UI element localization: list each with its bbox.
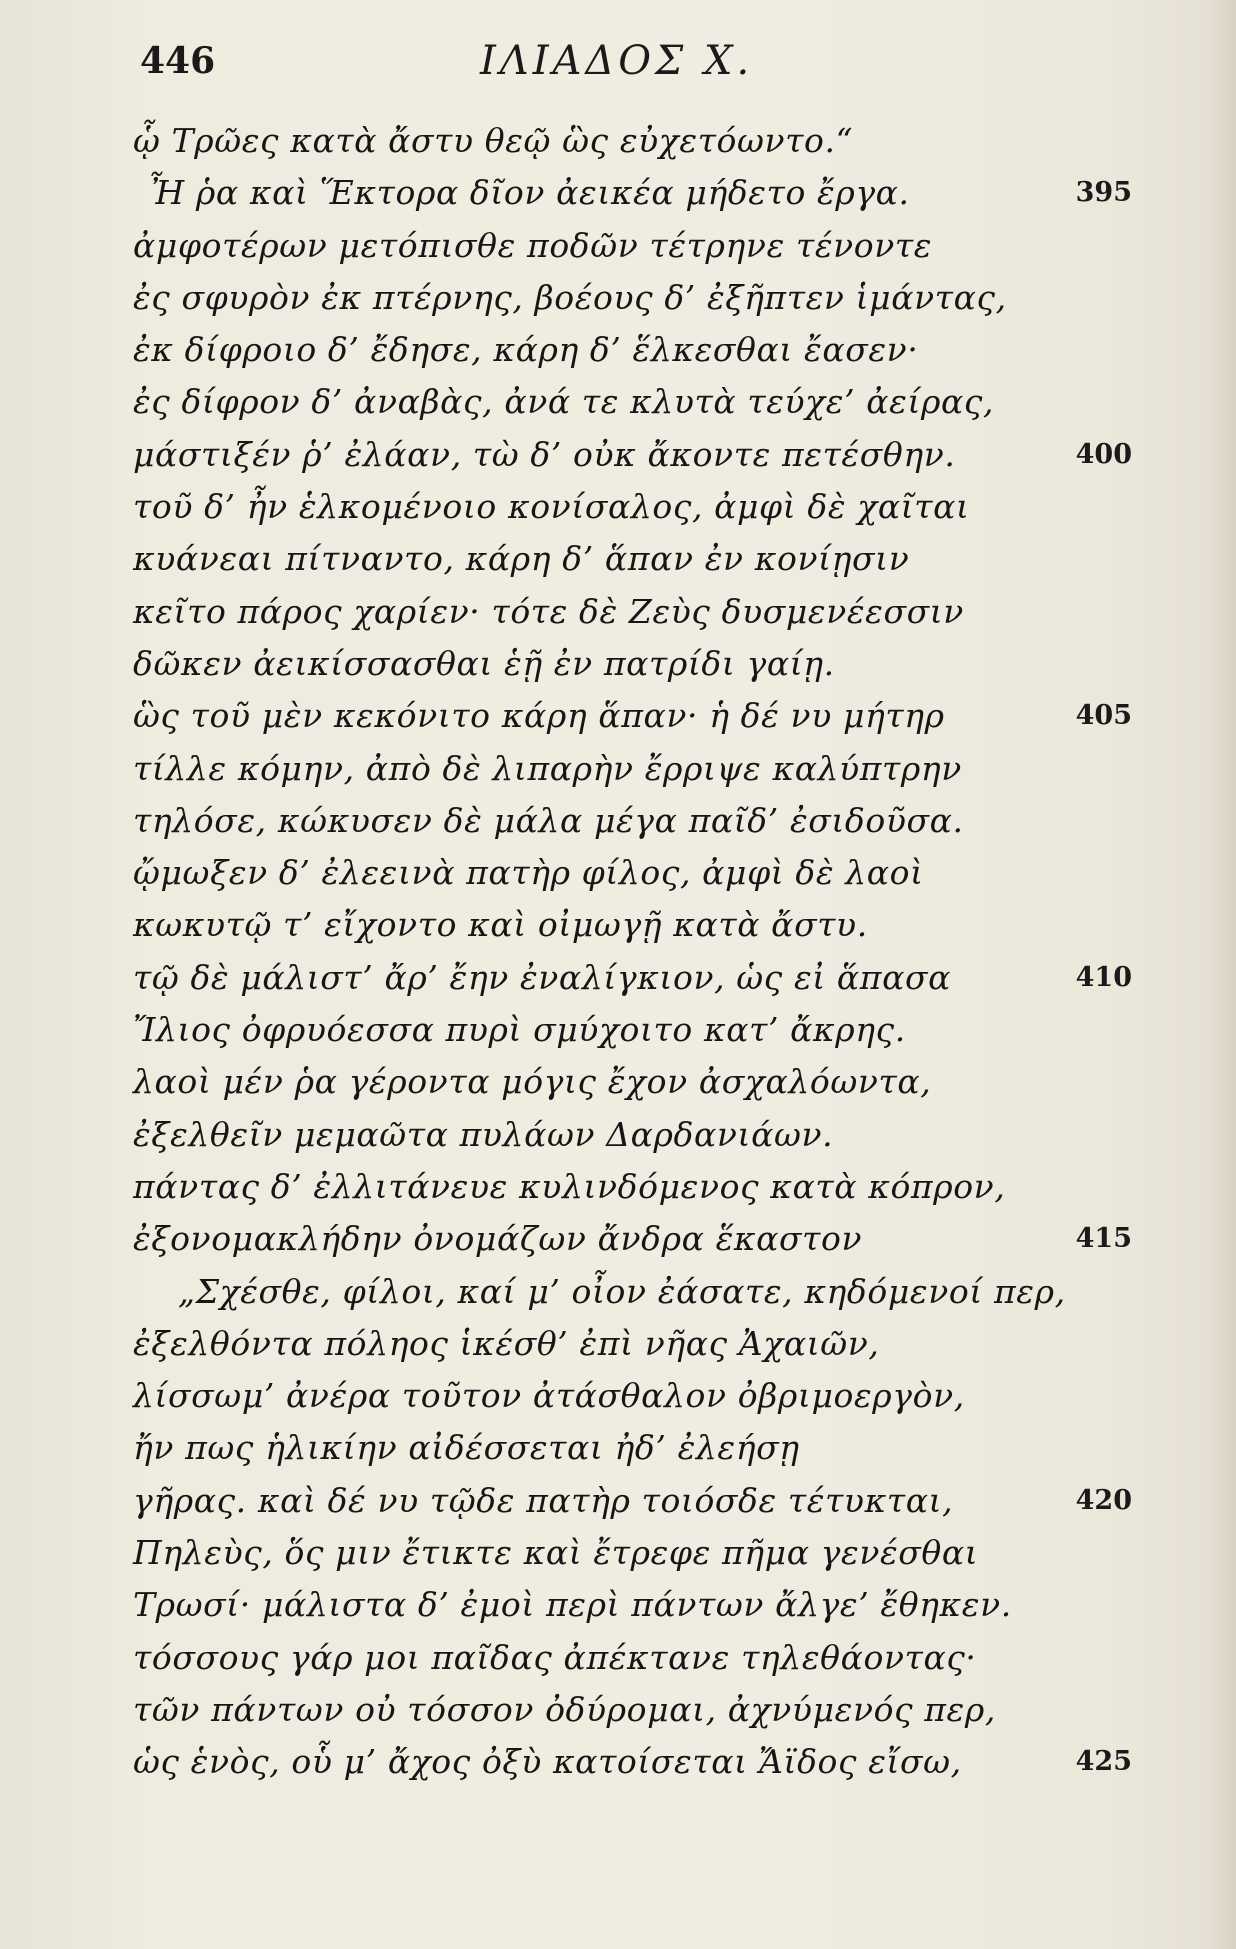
line-number: 395 [1075, 177, 1132, 209]
verse-line-text: τοῦ δ’ ἦν ἑλκομένοιο κονίσαλος, ἀμφὶ δὲ χαῖται [133, 487, 970, 527]
verse-line-text: τηλόσε, κώκυσεν δὲ μάλα μέγα παῖδ’ ἐσιδοῦσα. [133, 800, 964, 840]
verse-line [0, 1161, 1236, 1213]
verse-line [0, 533, 1236, 585]
verse-line [0, 1056, 1236, 1108]
verse-line-text: ἐς σφυρὸν ἐκ πτέρνης, βοέους δ’ ἐξῆπτεν ἱμάντας, [133, 277, 1007, 317]
verse-line-text: λαοὶ μέν ῥα γέροντα μόγις ἔχον ἀσχαλόωντα, [133, 1062, 932, 1102]
verse-line [0, 1318, 1236, 1370]
verse-line-text: ὣς τοῦ μὲν κεκόνιτο κάρη ἅπαν· ἡ δέ νυ μήτηρ [133, 696, 945, 736]
verse-line-text: τίλλε κόμην, ἀπὸ δὲ λιπαρὴν ἔρριψε καλύπτρην [133, 748, 962, 788]
line-number: 415 [1075, 1223, 1132, 1255]
verse-line [0, 1109, 1236, 1161]
verse-line [0, 1736, 1236, 1788]
verse-line-text: πάντας δ’ ἐλλιτάνευε κυλινδόμενος κατὰ κόπρον, [133, 1166, 1006, 1206]
verse-line-text: κωκυτῷ τ’ εἴχοντο καὶ οἰμωγῇ κατὰ ἄστυ. [133, 905, 868, 945]
verse-line-text: λίσσωμ’ ἀνέρα τοῦτον ἀτάσθαλον ὀβριμοεργὸν, [133, 1376, 965, 1416]
verse-line-text: κυάνεαι πίτναντο, κάρη δ’ ἅπαν ἐν κονίῃσιν [133, 539, 910, 579]
verse-line-text: ἐς δίφρον δ’ ἀναβὰς, ἀνά τε κλυτὰ τεύχε’ ἀείρας, [133, 382, 995, 422]
verse-line [0, 638, 1236, 690]
verse-text-block [0, 115, 1236, 1789]
verse-line [0, 1370, 1236, 1422]
verse-line-text: ἐξελθεῖν μεμαῶτα πυλάων Δαρδανιάων. [133, 1114, 834, 1154]
verse-line [0, 690, 1236, 742]
verse-line [0, 1632, 1236, 1684]
verse-line [0, 1266, 1236, 1318]
running-title: ΙΛΙΑΔΟΣ Χ. [480, 38, 754, 84]
verse-line [0, 167, 1236, 219]
verse-line-text: κεῖτο πάρος χαρίεν· τότε δὲ Ζεὺς δυσμενέεσσιν [133, 591, 964, 631]
verse-line-text: τῷ δὲ μάλιστ’ ἄρ’ ἔην ἐναλίγκιον, ὡς εἰ ἅπασα [133, 957, 951, 997]
verse-line-text: ἐξελθόντα πόληος ἱκέσθ’ ἐπὶ νῆας Ἀχαιῶν, [133, 1323, 880, 1363]
verse-line [0, 847, 1236, 899]
line-number: 405 [1075, 700, 1132, 732]
verse-line [0, 795, 1236, 847]
verse-line [0, 952, 1236, 1004]
verse-line [0, 1475, 1236, 1527]
page-number: 446 [140, 40, 216, 82]
verse-line-text: μάστιξέν ῥ’ ἐλάαν, τὼ δ’ οὐκ ἄκοντε πετέσθην. [133, 434, 956, 474]
verse-line [0, 1684, 1236, 1736]
verse-line-text: ὡς ἑνὸς, οὗ μ’ ἄχος ὀξὺ κατοίσεται Ἄϊδος εἴσω, [133, 1742, 962, 1782]
verse-line [0, 429, 1236, 481]
verse-line [0, 1579, 1236, 1631]
verse-line-text: ἐξονομακλήδην ὀνομάζων ἄνδρα ἕκαστον [133, 1219, 863, 1259]
verse-line-text: τῶν πάντων οὐ τόσσον ὀδύρομαι, ἀχνύμενός περ, [133, 1689, 996, 1729]
verse-line-text: Τρωσί· μάλιστα δ’ ἐμοὶ περὶ πάντων ἄλγε’ ἔθηκεν. [133, 1585, 1012, 1625]
verse-line [0, 115, 1236, 167]
verse-line-text: ἀμφοτέρων μετόπισθε ποδῶν τέτρηνε τένοντε [133, 225, 933, 265]
verse-line [0, 586, 1236, 638]
verse-line-text: ᾧ Τρῶες κατὰ ἄστυ θεῷ ὣς εὐχετόωντο.“ [133, 121, 854, 160]
line-number: 420 [1075, 1484, 1132, 1516]
line-number: 400 [1075, 438, 1132, 470]
verse-line [0, 376, 1236, 428]
verse-line-text: ἐκ δίφροιο δ’ ἔδησε, κάρη δ’ ἕλκεσθαι ἔασεν· [133, 330, 919, 370]
verse-line-text: Ἴλιος ὀφρυόεσσα πυρὶ σμύχοιτο κατ’ ἄκρης. [133, 1010, 906, 1050]
verse-line [0, 324, 1236, 376]
verse-line-text: τόσσους γάρ μοι παῖδας ἀπέκτανε τηλεθάοντας· [133, 1637, 977, 1677]
line-number: 425 [1075, 1746, 1132, 1778]
verse-line-text: Πηλεὺς, ὅς μιν ἔτικτε καὶ ἔτρεφε πῆμα γενέσθαι [133, 1533, 979, 1573]
verse-line [0, 743, 1236, 795]
verse-line [0, 1213, 1236, 1265]
verse-line-text: γῆρας. καὶ δέ νυ τῷδε πατὴρ τοιόσδε τέτυκται, [133, 1480, 954, 1520]
page-header [0, 30, 1236, 90]
verse-line [0, 1422, 1236, 1474]
verse-line [0, 899, 1236, 951]
verse-line [0, 1004, 1236, 1056]
line-number: 410 [1075, 961, 1132, 993]
verse-line [0, 272, 1236, 324]
verse-line-text: ᾤμωξεν δ’ ἐλεεινὰ πατὴρ φίλος, ἀμφὶ δὲ λαοὶ [133, 853, 924, 893]
verse-line-text: „Σχέσθε, φίλοι, καί μ’ οἶον ἐάσατε, κηδόμενοί περ, [178, 1271, 1066, 1311]
verse-line [0, 481, 1236, 533]
verse-line-text: Ἦ ῥα καὶ Ἕκτορα δῖον ἀεικέα μήδετο ἔργα. [148, 173, 910, 213]
verse-line [0, 1527, 1236, 1579]
verse-line-text: δῶκεν ἀεικίσσασθαι ἑῇ ἐν πατρίδι γαίῃ. [133, 643, 835, 683]
verse-line [0, 220, 1236, 272]
verse-line-text: ἤν πως ἡλικίην αἰδέσσεται ἠδ’ ἐλεήσῃ [133, 1428, 800, 1468]
